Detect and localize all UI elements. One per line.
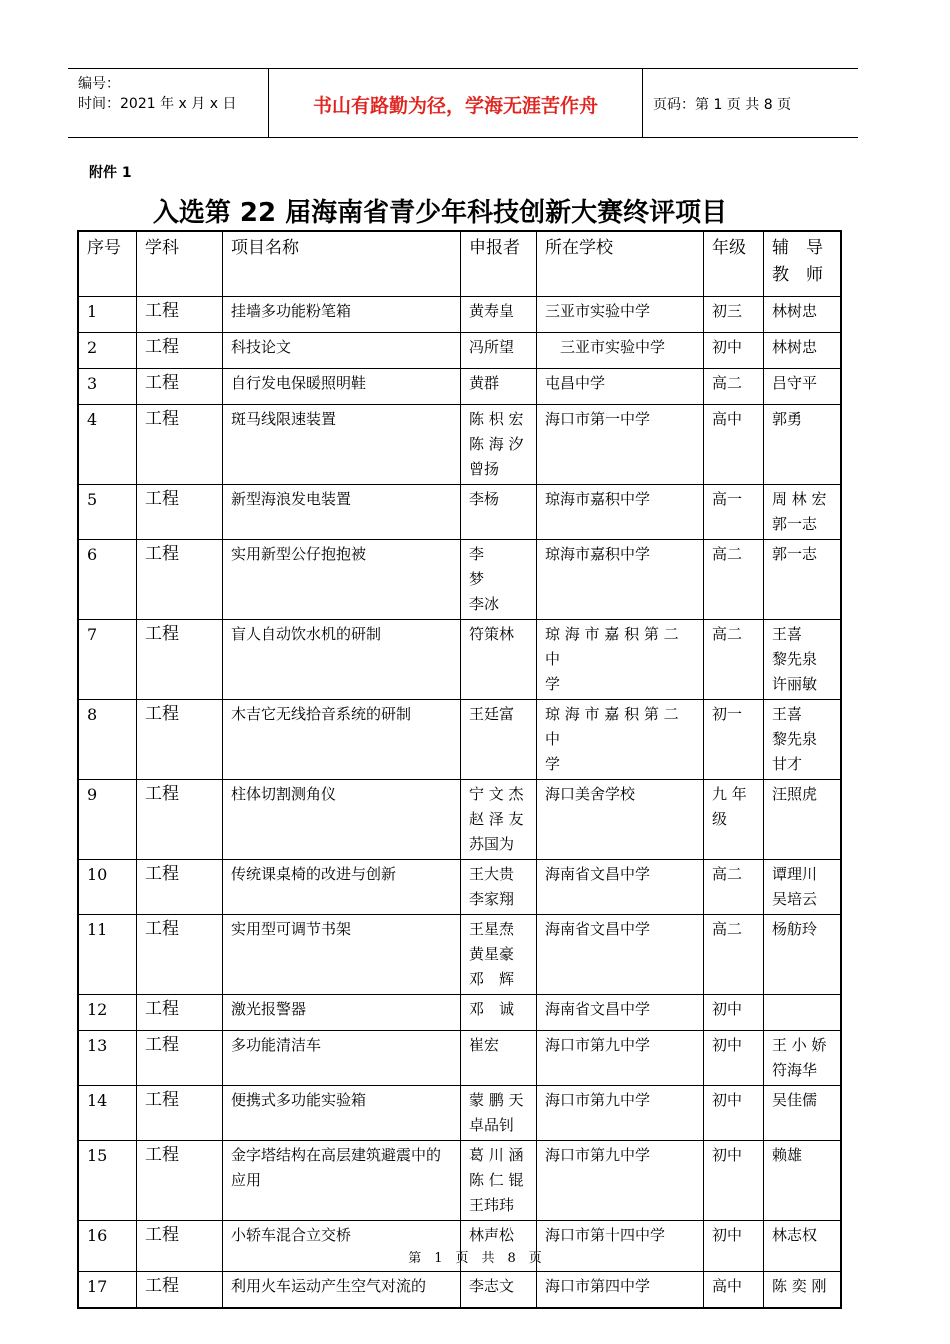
cell-project: 自行发电保暖照明鞋 [223,369,461,405]
cell-grade: 初中 [704,333,764,369]
cell-no: 6 [79,540,137,620]
cell-subject: 工程 [137,1086,223,1141]
cell-teacher [764,995,841,1031]
cell-project: 便携式多功能实验箱 [223,1086,461,1141]
serial-number-label: 编号： [78,76,120,92]
cell-no: 2 [79,333,137,369]
table-row [79,1031,841,1086]
cell-school: 海南省文昌中学 [537,995,704,1031]
cell-project: 激光报警器 [223,995,461,1031]
page-info: 页码：第 1 页 共 8 页 [653,97,792,113]
cell-teacher: 王 小 娇 符海华 [764,1031,841,1086]
cell-school: 琼 海 市 嘉 积 第 二 中 学 [537,620,704,700]
cell-grade: 高二 [704,915,764,995]
cell-subject: 工程 [137,405,223,485]
header-meta-cell [68,69,269,137]
table-row [79,915,841,995]
col-header-subject: 学科 [137,232,223,297]
table-row [79,405,841,485]
cell-grade: 初中 [704,1086,764,1141]
cell-subject: 工程 [137,1272,223,1308]
cell-teacher: 林树忠 [764,297,841,333]
cell-no: 5 [79,485,137,540]
cell-teacher: 郭一志 [764,540,841,620]
cell-grade: 初一 [704,700,764,780]
attachment-label: 附件 1 [89,165,132,181]
motto-text: 书山有路勤为径，学海无涯苦作舟 [312,95,598,117]
project-table [78,231,841,1308]
cell-applicant: 符策林 [461,620,537,700]
cell-project: 盲人自动饮水机的研制 [223,620,461,700]
cell-no: 16 [79,1221,137,1272]
page-title: 入选第 22 届海南省青少年科技创新大赛终评项目 [152,198,728,228]
cell-no: 15 [79,1141,137,1221]
cell-applicant: 蒙 鹏 天 卓品钊 [461,1086,537,1141]
col-header-grade: 年级 [704,232,764,297]
table-row [79,485,841,540]
cell-school: 海南省文昌中学 [537,860,704,915]
cell-no: 1 [79,297,137,333]
cell-applicant: 黄群 [461,369,537,405]
cell-no: 7 [79,620,137,700]
cell-project: 实用型可调节书架 [223,915,461,995]
cell-subject: 工程 [137,333,223,369]
cell-applicant: 李杨 [461,485,537,540]
table-header-row [79,232,841,297]
cell-project: 实用新型公仔抱抱被 [223,540,461,620]
cell-grade: 九 年 级 [704,780,764,860]
cell-school: 屯昌中学 [537,369,704,405]
cell-teacher: 吕守平 [764,369,841,405]
cell-grade: 高二 [704,620,764,700]
cell-grade: 高二 [704,369,764,405]
cell-subject: 工程 [137,540,223,620]
header-motto-cell [269,69,643,137]
cell-school: 琼 海 市 嘉 积 第 二 中 学 [537,700,704,780]
cell-teacher: 汪照虎 [764,780,841,860]
cell-subject: 工程 [137,485,223,540]
cell-grade: 高二 [704,540,764,620]
cell-grade: 初三 [704,297,764,333]
cell-project: 挂墙多功能粉笔箱 [223,297,461,333]
table-row [79,1086,841,1141]
cell-applicant: 李 梦 李冰 [461,540,537,620]
cell-grade: 初中 [704,1031,764,1086]
table-row [79,540,841,620]
cell-teacher: 林志权 [764,1221,841,1272]
col-header-no: 序号 [79,232,137,297]
cell-grade: 高二 [704,860,764,915]
cell-project: 科技论文 [223,333,461,369]
cell-teacher: 杨舫玲 [764,915,841,995]
cell-project: 利用火车运动产生空气对流的 [223,1272,461,1308]
table-row [79,700,841,780]
cell-no: 12 [79,995,137,1031]
cell-teacher: 周 林 宏 郭一志 [764,485,841,540]
cell-subject: 工程 [137,860,223,915]
table-row [79,860,841,915]
cell-school: 海口市第四中学 [537,1272,704,1308]
cell-school: 三亚市实验中学 [537,333,704,369]
cell-no: 8 [79,700,137,780]
cell-teacher: 陈 奕 刚 [764,1272,841,1308]
page-footer: 第 1 页 共 8 页 [408,1251,542,1266]
cell-no: 14 [79,1086,137,1141]
cell-applicant: 崔宏 [461,1031,537,1086]
col-header-project: 项目名称 [223,232,461,297]
cell-no: 17 [79,1272,137,1308]
cell-project: 木吉它无线拾音系统的研制 [223,700,461,780]
cell-subject: 工程 [137,1031,223,1086]
cell-applicant: 陈 枳 宏 陈 海 汐 曾扬 [461,405,537,485]
cell-applicant: 林声松 [461,1221,537,1272]
cell-subject: 工程 [137,369,223,405]
cell-subject: 工程 [137,780,223,860]
cell-grade: 初中 [704,1221,764,1272]
cell-teacher: 王喜 黎先泉 甘才 [764,700,841,780]
cell-no: 13 [79,1031,137,1086]
cell-applicant: 王星焘 黄星豪 邓 辉 [461,915,537,995]
cell-subject: 工程 [137,1221,223,1272]
cell-applicant: 冯所望 [461,333,537,369]
cell-subject: 工程 [137,995,223,1031]
cell-subject: 工程 [137,700,223,780]
cell-grade: 高中 [704,405,764,485]
cell-no: 10 [79,860,137,915]
table-row [79,780,841,860]
cell-project: 新型海浪发电装置 [223,485,461,540]
cell-teacher: 赖雄 [764,1141,841,1221]
cell-project: 多功能清洁车 [223,1031,461,1086]
cell-no: 3 [79,369,137,405]
table-row [79,1272,841,1308]
cell-subject: 工程 [137,620,223,700]
cell-grade: 初中 [704,995,764,1031]
cell-project: 传统课桌椅的改进与创新 [223,860,461,915]
cell-school: 海口市第九中学 [537,1031,704,1086]
table-row [79,369,841,405]
cell-teacher: 王喜 黎先泉 许丽敏 [764,620,841,700]
table-row [79,995,841,1031]
cell-subject: 工程 [137,915,223,995]
cell-teacher: 谭理川 吴培云 [764,860,841,915]
cell-applicant: 王大贵 李家翔 [461,860,537,915]
table-row [79,620,841,700]
cell-grade: 高一 [704,485,764,540]
cell-school: 海口市第九中学 [537,1141,704,1221]
cell-applicant: 邓 诚 [461,995,537,1031]
cell-applicant: 王廷富 [461,700,537,780]
cell-school: 琼海市嘉积中学 [537,540,704,620]
cell-teacher: 郭勇 [764,405,841,485]
document-header [68,68,858,138]
table-row [79,333,841,369]
cell-grade: 高中 [704,1272,764,1308]
table-row [79,297,841,333]
cell-project: 金字塔结构在高层建筑避震中的应用 [223,1141,461,1221]
cell-school: 海口市第九中学 [537,1086,704,1141]
cell-school: 海口市第一中学 [537,405,704,485]
table-row [79,1141,841,1221]
date-label: 时间：2021 年 x 月 x 日 [78,96,237,112]
cell-school: 琼海市嘉积中学 [537,485,704,540]
cell-school: 海口市第十四中学 [537,1221,704,1272]
cell-subject: 工程 [137,297,223,333]
cell-grade: 初中 [704,1141,764,1221]
cell-project: 小轿车混合立交桥 [223,1221,461,1272]
cell-project: 柱体切割测角仪 [223,780,461,860]
col-header-teacher: 辅 导 教 师 [764,232,841,297]
cell-applicant: 葛 川 涵 陈 仁 锟 王玮玮 [461,1141,537,1221]
col-header-school: 所在学校 [537,232,704,297]
cell-school: 海南省文昌中学 [537,915,704,995]
col-header-applicant: 申报者 [461,232,537,297]
cell-applicant: 李志文 [461,1272,537,1308]
cell-no: 4 [79,405,137,485]
cell-school: 海口美舍学校 [537,780,704,860]
cell-subject: 工程 [137,1141,223,1221]
header-page-cell [643,69,858,137]
cell-project: 斑马线限速装置 [223,405,461,485]
cell-teacher: 吴佳儒 [764,1086,841,1141]
cell-applicant: 黄寿皇 [461,297,537,333]
cell-applicant: 宁 文 杰 赵 泽 友 苏国为 [461,780,537,860]
cell-no: 11 [79,915,137,995]
cell-school: 三亚市实验中学 [537,297,704,333]
cell-teacher: 林树忠 [764,333,841,369]
cell-no: 9 [79,780,137,860]
